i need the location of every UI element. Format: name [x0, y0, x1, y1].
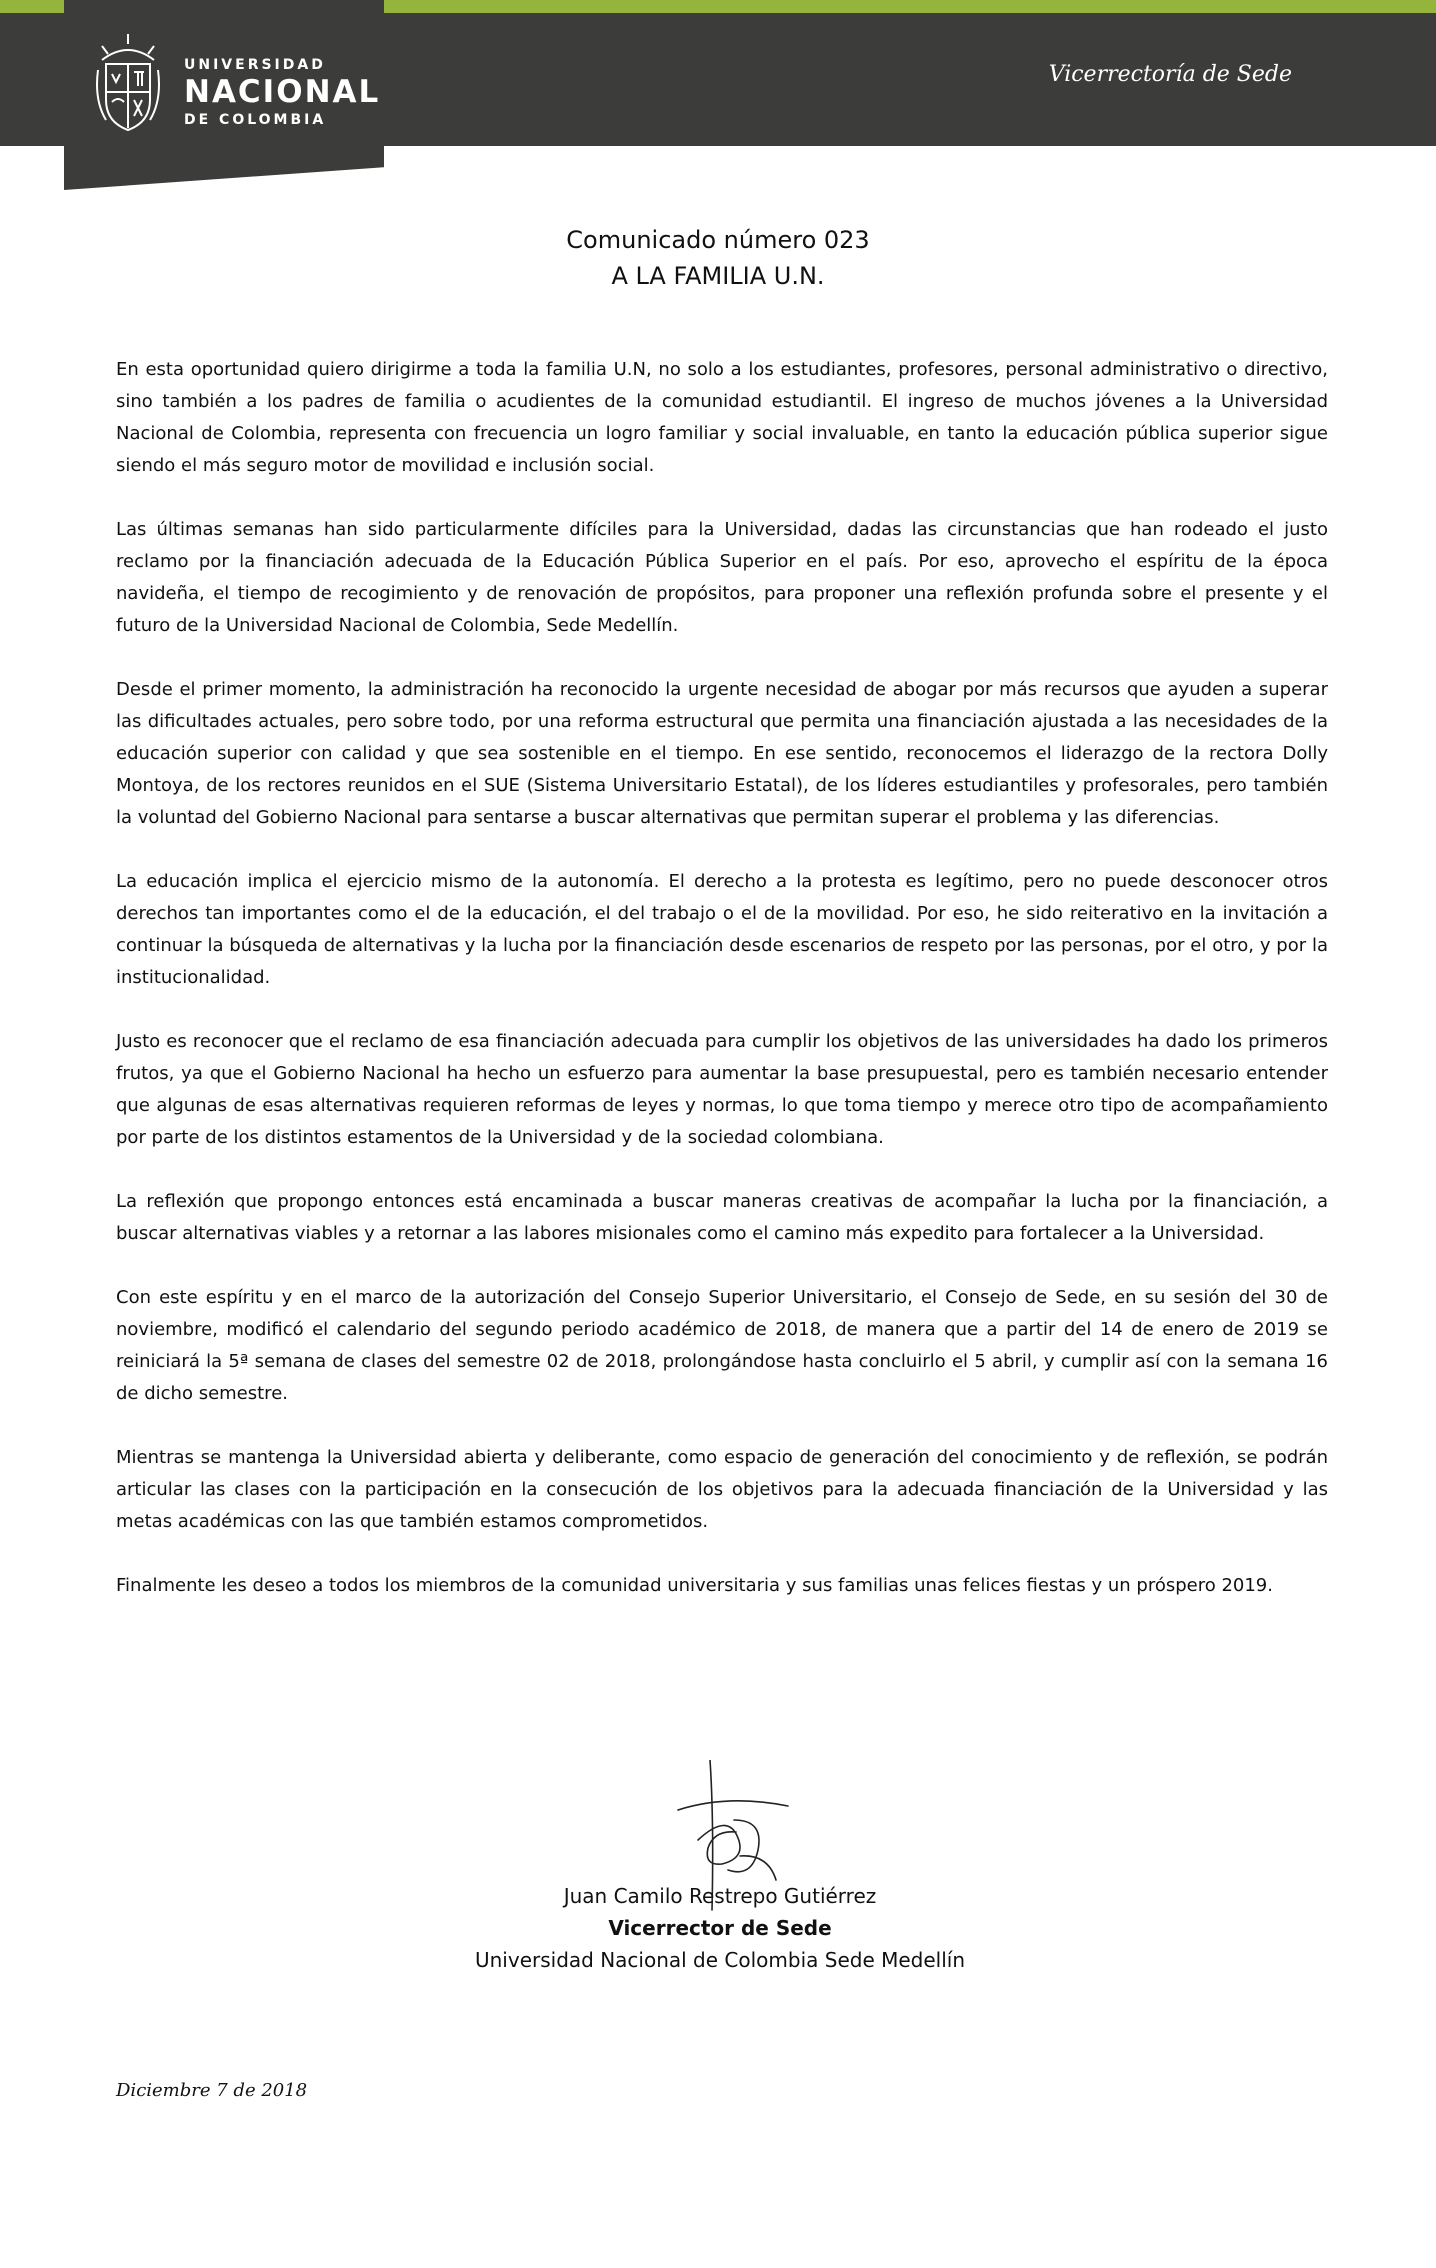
paragraph: En esta oportunidad quiero dirigirme a toda la familia U.N, no solo a los estudiantes, profesores, personal administrativo o directivo, sino también a los padres de familia o acudientes de la comunidad estudiantil. El ingreso de muchos jóvenes a la Universidad Nacional de Colombia, representa con frecuencia un logro familiar y social invaluable, en tanto la educación pública superior sigue siendo el más seguro motor de movilidad e inclusión social. — [116, 359, 1328, 476]
paragraph: La educación implica el ejercicio mismo de la autonomía. El derecho a la protesta es legítimo, pero no puede desconocer otros derechos tan importantes como el de la educación, el del trabajo o el de la movilidad. Por eso, he sido reiterativo en la invitación a continuar la búsqueda de alternativas y la lucha por la financiación desde escenarios de respeto por las personas, por el otro, y por la institucionalidad. — [116, 871, 1328, 988]
paragraph: Finalmente les deseo a todos los miembros de la comunidad universitaria y sus familias unas felices fiestas y un próspero 2019. — [116, 1575, 1273, 1596]
title-number: Comunicado número 023 — [566, 226, 870, 254]
signer-institution: Universidad Nacional de Colombia Sede Medellín — [474, 1948, 966, 1972]
signature-block — [380, 1880, 1060, 1976]
paragraph: Desde el primer momento, la administración ha reconocido la urgente necesidad de abogar por más recursos que ayuden a superar las dificultades actuales, pero sobre todo, por una reforma estructural que permita una financiación ajustada a las necesidades de la educación superior con calidad y que sea sostenible en el tiempo. En ese sentido, reconocemos el liderazgo de la rectora Dolly Montoya, de los rectores reunidos en el SUE (Sistema Universitario Estatal), de los líderes estudiantiles y profesorales, pero también la voluntad del Gobierno Nacional para sentarse a buscar alternativas que permitan superar el problema y las diferencias. — [116, 679, 1328, 828]
signer-name: Juan Camilo Restrepo Gutiérrez — [563, 1884, 877, 1908]
wordmark-line2: NACIONAL — [184, 74, 381, 110]
paragraph: Con este espíritu y en el marco de la autorización del Consejo Superior Universitario, el Consejo de Sede, en su sesión del 30 de noviembre, modificó el calendario del segundo periodo académico de 2018, de manera que a partir del 14 de enero de 2019 se reiniciará la 5ª semana de clases del semestre 02 de 2018, prolongándose hasta concluirlo el 5 abril, y cumplir así con la semana 16 de dicho semestre. — [116, 1287, 1328, 1404]
paragraph: Justo es reconocer que el reclamo de esa financiación adecuada para cumplir los objetivos de las universidades ha dado los primeros frutos, ya que el Gobierno Nacional ha hecho un esfuerzo para aumentar la base presupuestal, pero es también necesario entender que algunas de esas alternativas requieren reformas de leyes y normas, lo que toma tiempo y merece otro tipo de acompañamiento por parte de los distintos estamentos de la Universidad y de la sociedad colombiana. — [116, 1031, 1328, 1148]
university-crest-icon — [88, 30, 168, 150]
letter-body — [116, 354, 1328, 1634]
paragraph: La reflexión que propongo entonces está encaminada a buscar maneras creativas de acompañar la lucha por la financiación, a buscar alternativas viables y a retornar a las labores misionales como el camino más expedito para fortalecer a la Universidad. — [116, 1191, 1328, 1244]
paragraph: Mientras se mantenga la Universidad abierta y deliberante, como espacio de generación del conocimiento y de reflexión, se podrán articular las clases con la participación en la consecución de los objetivos para la adecuada financiación de la Universidad y las metas académicas con las que también estamos comprometidos. — [116, 1447, 1328, 1532]
wordmark-line3: DE COLOMBIA — [184, 112, 327, 128]
office-name: Vicerrectoría de Sede — [1048, 62, 1292, 87]
communique-title — [0, 222, 1436, 294]
signer-role: Vicerrector de Sede — [608, 1916, 832, 1940]
letter-date: Diciembre 7 de 2018 — [116, 2080, 308, 2101]
title-addressee: A LA FAMILIA U.N. — [611, 262, 825, 290]
wordmark-line1: UNIVERSIDAD — [184, 57, 326, 73]
paragraph: Las últimas semanas han sido particularmente difíciles para la Universidad, dadas las circunstancias que han rodeado el justo reclamo por la financiación adecuada de la Educación Pública Superior en el país. Por eso, aprovecho el espíritu de la época navideña, el tiempo de recogimiento y de renovación de propósitos, para proponer una reflexión profunda sobre el presente y el futuro de la Universidad Nacional de Colombia, Sede Medellín. — [116, 519, 1328, 636]
university-wordmark — [184, 58, 380, 127]
